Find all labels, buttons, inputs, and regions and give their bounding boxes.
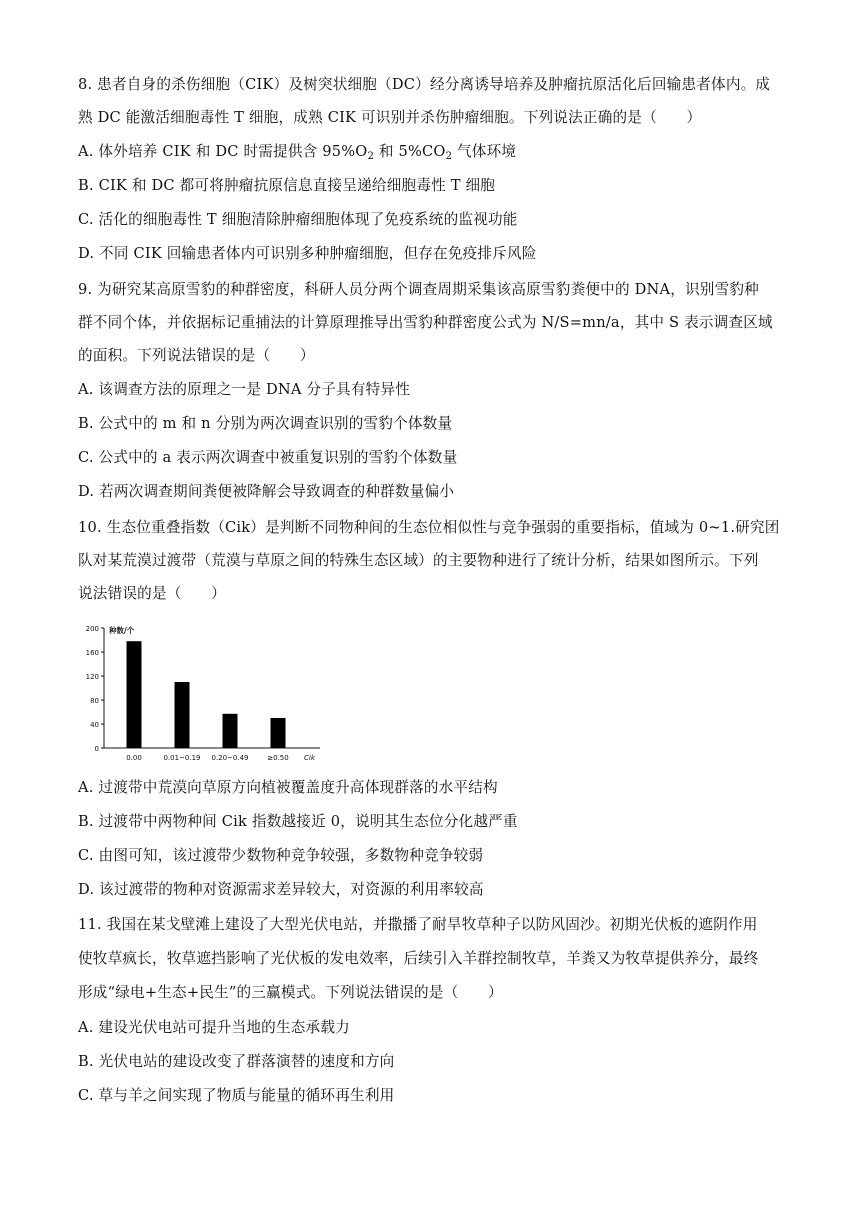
q11-option-a[interactable]: A. 建设光伏电站可提升当地的生态承载力 [78, 1019, 350, 1036]
q11-stem-line2: 使牧草疯长，牧草遮挡影响了光伏板的发电效率，后续引入羊群控制牧草，羊粪又为牧草提供养分，最终 [78, 950, 759, 967]
o2-subscript: 2 [367, 151, 375, 162]
q9-option-b[interactable]: B. 公式中的 m 和 n 分别为两次调查识别的雪豹个体数量 [78, 415, 453, 432]
y-axis-label: 种数/个 [109, 626, 135, 635]
q10-option-c[interactable]: C. 由图可知，该过渡带少数物种竞争较强，多数物种竞争较弱 [78, 847, 484, 864]
cik-bar-chart [70, 620, 350, 768]
chart-bars [127, 641, 286, 748]
y-tick-label: 120 [85, 673, 99, 681]
q10-stem-line2: 队对某荒漠过渡带（荒漠与草原之间的特殊生态区域）的主要物种进行了统计分析，结果如图所示。下列 [78, 552, 759, 569]
q11-option-c[interactable]: C. 草与羊之间实现了物质与能量的循环再生利用 [78, 1087, 395, 1104]
q9-option-a[interactable]: A. 该调查方法的原理之一是 DNA 分子具有特异性 [78, 381, 410, 398]
q10-stem-line3: 说法错误的是（ ） [78, 585, 226, 602]
bar [127, 641, 142, 748]
q8-stem-line1: 8. 患者自身的杀伤细胞（CIK）及树突状细胞（DC）经分离诱导培养及肿瘤抗原活化后回输患者体内。成 [78, 76, 771, 93]
q10-option-a[interactable]: A. 过渡带中荒漠向草原方向植被覆盖度升高体现群落的水平结构 [78, 779, 498, 796]
q9-option-d[interactable]: D. 若两次调查期间粪便被降解会导致调查的种群数量偏小 [78, 483, 455, 500]
q9-stem-line3: 的面积。下列说法错误的是（ ） [78, 347, 315, 364]
q8-option-b[interactable]: B. CIK 和 DC 都可将肿瘤抗原信息直接呈递给细胞毒性 T 细胞 [78, 177, 496, 194]
q9-stem-line1: 9. 为研究某高原雪豹的种群密度，科研人员分两个调查周期采集该高原雪豹粪便中的 DNA，识别雪豹种 [78, 281, 759, 298]
q10-option-b[interactable]: B. 过渡带中两物种间 Cik 指数越接近 0，说明其生态位分化越严重 [78, 813, 518, 830]
bar [175, 682, 190, 748]
q8-stem-line2: 熟 DC 能激活细胞毒性 T 细胞，成熟 CIK 可识别并杀伤肿瘤细胞。下列说法正确的是（ ） [78, 109, 702, 126]
x-tick-label: 0.00 [126, 754, 142, 762]
y-tick-label: 80 [90, 697, 99, 705]
co2-subscript: 2 [445, 151, 453, 162]
q11-stem-line1: 11. 我国在某戈壁滩上建设了大型光伏电站，并撒播了耐旱牧草种子以防风固沙。初期光伏板的遮阴作用 [78, 916, 758, 933]
q8-option-a-text-end: 气体环境 [452, 143, 517, 160]
y-tick-label: 200 [85, 625, 99, 633]
bar [223, 714, 238, 748]
q11-stem-line3: 形成“绿电+生态+民生”的三赢模式。下列说法错误的是（ ） [78, 984, 503, 1001]
q10-option-d[interactable]: D. 该过渡带的物种对资源需求差异较大，对资源的利用率较高 [78, 881, 484, 898]
x-tick-label: 0.20~0.49 [211, 754, 249, 762]
q9-option-c[interactable]: C. 公式中的 a 表示两次调查中被重复识别的雪豹个体数量 [78, 449, 458, 466]
q8-option-a-text: A. 体外培养 CIK 和 DC 时需提供含 95%O [78, 143, 368, 160]
q8-option-a-text-mid: 和 5%CO [374, 143, 446, 160]
q10-stem-line1: 10. 生态位重叠指数（Cik）是判断不同物种间的生态位相似性与竞争强弱的重要指标，值域为 0~1.研究团 [78, 519, 780, 536]
q8-option-a[interactable] [78, 142, 794, 162]
y-tick-label: 160 [85, 649, 99, 657]
x-tick-label: 0.01~0.19 [163, 754, 201, 762]
q8-option-d[interactable]: D. 不同 CIK 回输患者体内可识别多种肿瘤细胞，但存在免疫排斥风险 [78, 245, 537, 262]
bar [271, 718, 286, 748]
q9-stem-line2: 群不同个体，并依据标记重捕法的计算原理推导出雪豹种群密度公式为 N/S=mn/a，其中 S 表示调查区域 [78, 314, 773, 331]
q11-option-b[interactable]: B. 光伏电站的建设改变了群落演替的速度和方向 [78, 1053, 395, 1070]
x-tick-label: ≥0.50 [267, 754, 289, 762]
x-axis-label: Cik [304, 754, 315, 762]
y-tick-label: 0 [94, 745, 99, 753]
q8-option-c[interactable]: C. 活化的细胞毒性 T 细胞清除肿瘤细胞体现了免疫系统的监视功能 [78, 211, 518, 228]
y-tick-label: 40 [90, 721, 99, 729]
